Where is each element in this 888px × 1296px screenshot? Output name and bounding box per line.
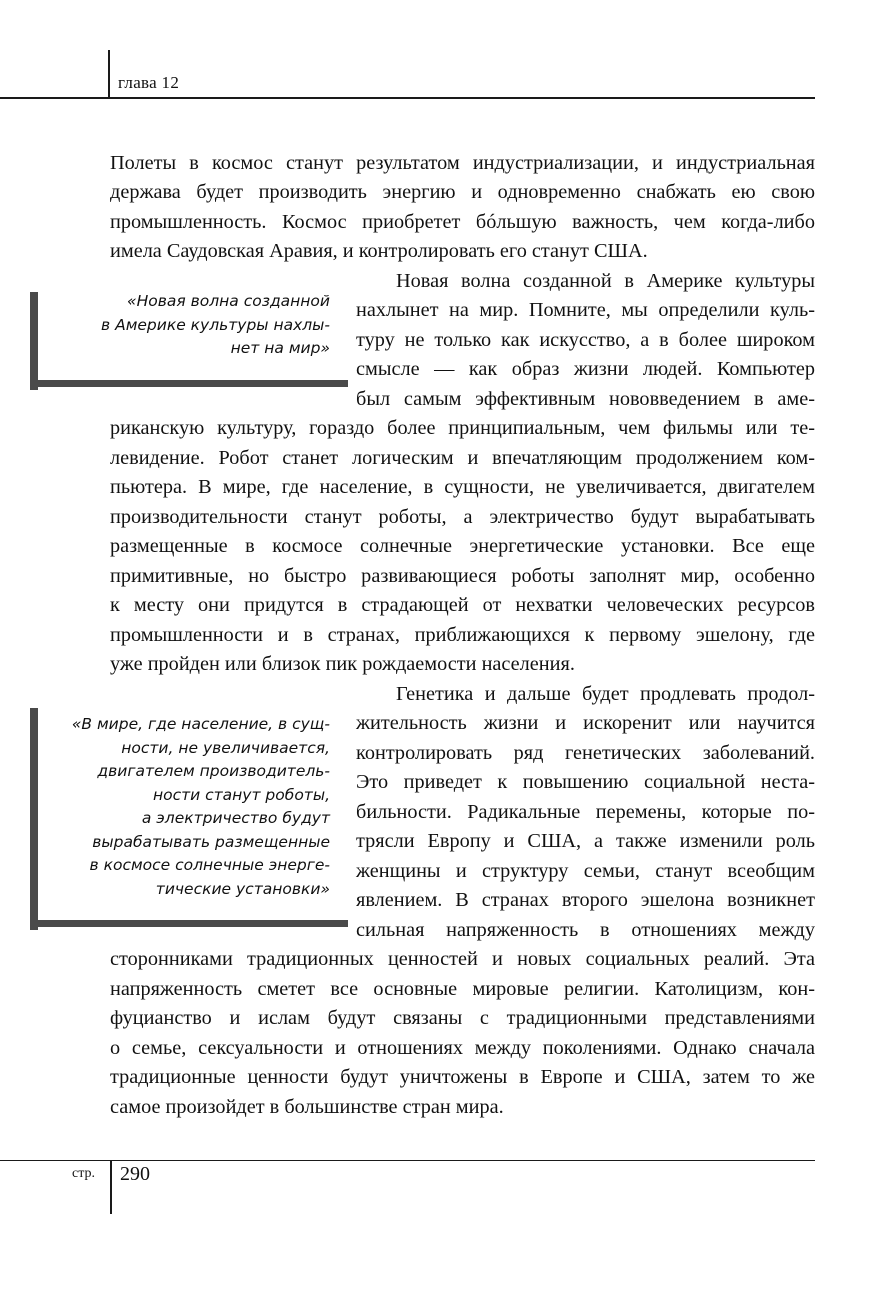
page-number: 290: [120, 1163, 150, 1185]
text-line: промышленности и в странах, приближающихся к первому эшелону, где: [110, 624, 815, 646]
pull-quote-line: ности, не увеличивается,: [121, 738, 330, 757]
pull-quote-line: в Америке культуры нахлы-: [101, 315, 330, 334]
text-line: держава будет производить энергию и одновременно снабжать ею свою: [110, 181, 815, 203]
text-line: к месту они придутся в страдающей от нехватки человеческих ресурсов: [110, 594, 815, 616]
chapter-label: глава 12: [118, 73, 180, 92]
text-line: имела Саудовская Аравия, и контролировать его станут США.: [110, 240, 648, 262]
text-line: был самым эффективным нововведением в аме-: [356, 388, 815, 410]
text-line: традиционные ценности будут уничтожены в Европе и США, затем то же: [110, 1066, 815, 1088]
text-line: жительность жизни и искоренит или научится: [356, 712, 815, 734]
pull-quote-line: ности станут роботы,: [152, 785, 330, 804]
text-line: производительности станут роботы, а электричество будут вырабатывать: [110, 506, 815, 528]
pull-quote-line: нет на мир»: [230, 339, 330, 357]
text-line: бильности. Радикальные перемены, которые по-: [356, 801, 815, 823]
page-prefix: стр.: [72, 1166, 96, 1181]
text-line: женщины и структуру семьи, станут всеобщим: [356, 860, 815, 882]
pull-quote-line: а электричество будут: [141, 809, 330, 827]
text-line: размещенные в космосе солнечные энергетические установки. Все еще: [110, 535, 815, 557]
text-line: Полеты в космос станут результатом индустриализации, и индустриальная: [110, 152, 815, 174]
text-line: Новая волна созданной в Америке культуры: [396, 270, 815, 292]
text-line: пьютера. В мире, где население, в сущности, не увеличивается, двигателем: [110, 476, 815, 498]
text-line: сторонниками традиционных ценностей и новых социальных реалий. Эта: [110, 948, 815, 970]
text-line: трясли Европу и США, а также изменили роль: [356, 830, 815, 852]
pull-quote-line: «Новая волна созданной: [127, 292, 330, 310]
pull-quote-line: «В мире, где население, в сущ-: [71, 715, 330, 733]
text-line: Генетика и дальше будет продлевать продол-: [396, 683, 815, 705]
footer-rule: [0, 1160, 815, 1161]
pull-quote-line: двигателем производитель-: [97, 762, 330, 780]
text-line: фуцианство и ислам будут связаны с традиционными представлениями: [110, 1007, 815, 1029]
text-line: самое произойдет в большинстве стран мира.: [110, 1096, 504, 1118]
pull-quote-text: [48, 713, 330, 901]
text-line: явлением. В странах второго эшелона возникнет: [356, 889, 815, 911]
pull-quote-line: тические установки»: [155, 879, 330, 898]
pull-quote-line: в космосе солнечные энерге-: [89, 856, 330, 874]
text-line: контролировать ряд генетических заболеваний.: [356, 742, 815, 764]
text-line: туру не только как искусство, а в более широком: [356, 329, 815, 351]
text-line: Это приведет к повышению социальной неста-: [356, 771, 815, 793]
text-line: смысле — как образ жизни людей. Компьютер: [356, 358, 815, 380]
text-line: о семье, сексуальности и отношениях между поколениями. Однако сначала: [110, 1037, 815, 1059]
text-line: промышленность. Космос приобретет бóльшую важность, чем когда-либо: [110, 211, 815, 233]
pull-quote-text: [48, 290, 330, 361]
pull-quote-rule: [30, 380, 348, 387]
text-line: нахлынет на мир. Помните, мы определили куль-: [356, 299, 815, 321]
pull-quote-rule: [30, 920, 348, 927]
text-line: сильная напряженность в отношениях между: [356, 919, 815, 941]
header-divider-vertical: [108, 50, 110, 98]
text-line: левидение. Робот станет логическим и впечатляющим продолжением ком-: [110, 447, 815, 469]
text-line: риканскую культуру, гораздо более принципиальным, чем фильмы или те-: [110, 417, 815, 439]
pull-quote-line: вырабатывать размещенные: [92, 832, 330, 851]
text-line: уже пройден или близок пик рождаемости населения.: [110, 653, 575, 675]
text-line: напряженность сметет все основные мировые религии. Католицизм, кон-: [110, 978, 815, 1000]
header-rule: [0, 97, 815, 99]
pull-quote-bar: [30, 708, 38, 930]
footer-divider-vertical: [110, 1160, 112, 1214]
text-line: примитивные, но быстро развивающиеся роботы заполнят мир, особенно: [110, 565, 815, 587]
pull-quote-bar: [30, 292, 38, 390]
